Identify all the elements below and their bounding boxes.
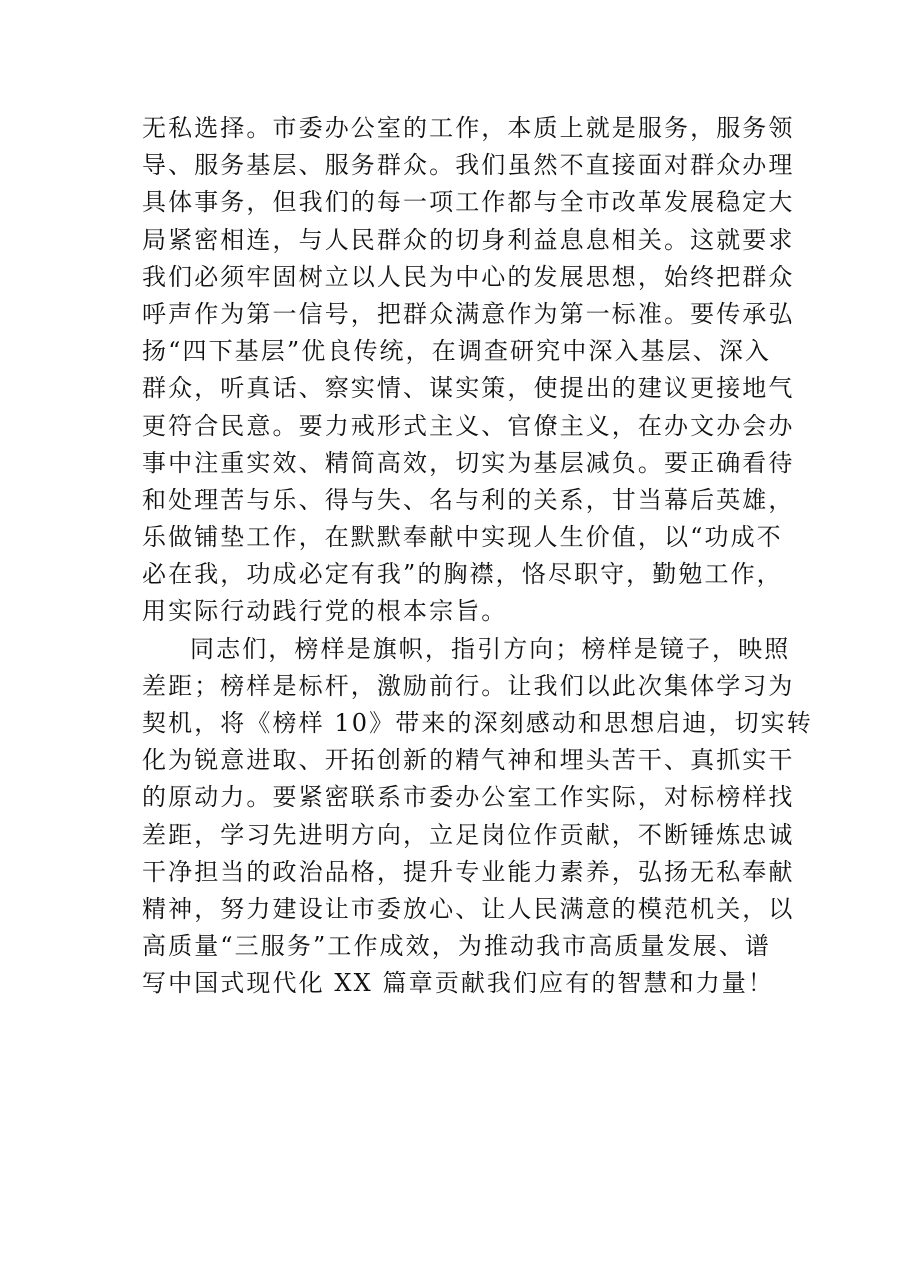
paragraph-1-line: 局紧密相连，与人民群众的切身利益息息相关。这就要求 — [142, 225, 795, 254]
paragraph-1-line: 乐做铺垫工作，在默默奉献中实现人生价值，以“功成不 — [142, 523, 783, 552]
paragraph-2-line: 高质量“三服务”工作成效，为推动我市高质量发展、谱 — [142, 932, 772, 961]
paragraph-1-line: 群众，听真话、察实情、谋实策，使提出的建议更接地气 — [142, 374, 795, 403]
paragraph-2-line: 干净担当的政治品格，提升专业能力素养，弘扬无私奉献 — [142, 857, 795, 886]
document-body — [142, 110, 813, 1003]
paragraph-2-line: 写中国式现代化 XX 篇章贡献我们应有的智慧和力量！ — [142, 969, 775, 998]
paragraph-2-line: 的原动力。要紧密联系市委办公室工作实际，对标榜样找 — [142, 783, 795, 812]
paragraph-2 — [142, 631, 813, 1003]
paragraph-1-line: 无私选择。市委办公室的工作，本质上就是服务，服务领 — [142, 114, 795, 142]
paragraph-2-line: 化为锐意进取、开拓创新的精气神和埋头苦干、真抓实干 — [142, 746, 795, 775]
paragraph-2-line: 精神，努力建设让市委放心、让人民满意的模范机关，以 — [142, 894, 795, 923]
paragraph-1-line: 具体事务，但我们的每一项工作都与全市改革发展稳定大 — [142, 188, 795, 217]
paragraph-1-line: 更符合民意。要力戒形式主义、官僚主义，在办文办会办 — [142, 411, 795, 440]
paragraph-1-line: 必在我，功成必定有我”的胸襟，恪尽职守，勤勉工作， — [142, 560, 783, 589]
paragraph-2-line: 契机，将《榜样 10》带来的深刻感动和思想启迪，切实转 — [142, 709, 813, 737]
paragraph-1-line: 和处理苦与乐、得与失、名与利的关系，甘当幕后英雄， — [142, 485, 795, 514]
paragraph-1-line: 用实际行动践行党的根本宗旨。 — [142, 597, 508, 626]
paragraph-1-line: 我们必须牢固树立以人民为中心的发展思想，始终把群众 — [142, 262, 795, 291]
paragraph-1-line: 呼声作为第一信号，把群众满意作为第一标准。要传承弘 — [142, 299, 795, 328]
paragraph-2-line: 差距，学习先进明方向，立足岗位作贡献，不断锤炼忠诚 — [142, 820, 795, 849]
paragraph-1 — [142, 110, 795, 631]
paragraph-2-line: 差距；榜样是标杆，激励前行。让我们以此次集体学习为 — [142, 671, 795, 700]
paragraph-2-first-line: 同志们，榜样是旗帜，指引方向；榜样是镜子，映照 — [190, 634, 791, 663]
paragraph-1-line: 事中注重实效、精简高效，切实为基层减负。要正确看待 — [142, 448, 795, 477]
paragraph-1-line: 导、服务基层、服务群众。我们虽然不直接面对群众办理 — [142, 151, 795, 180]
paragraph-1-line: 扬“四下基层”优良传统，在调查研究中深入基层、深入 — [142, 337, 772, 366]
